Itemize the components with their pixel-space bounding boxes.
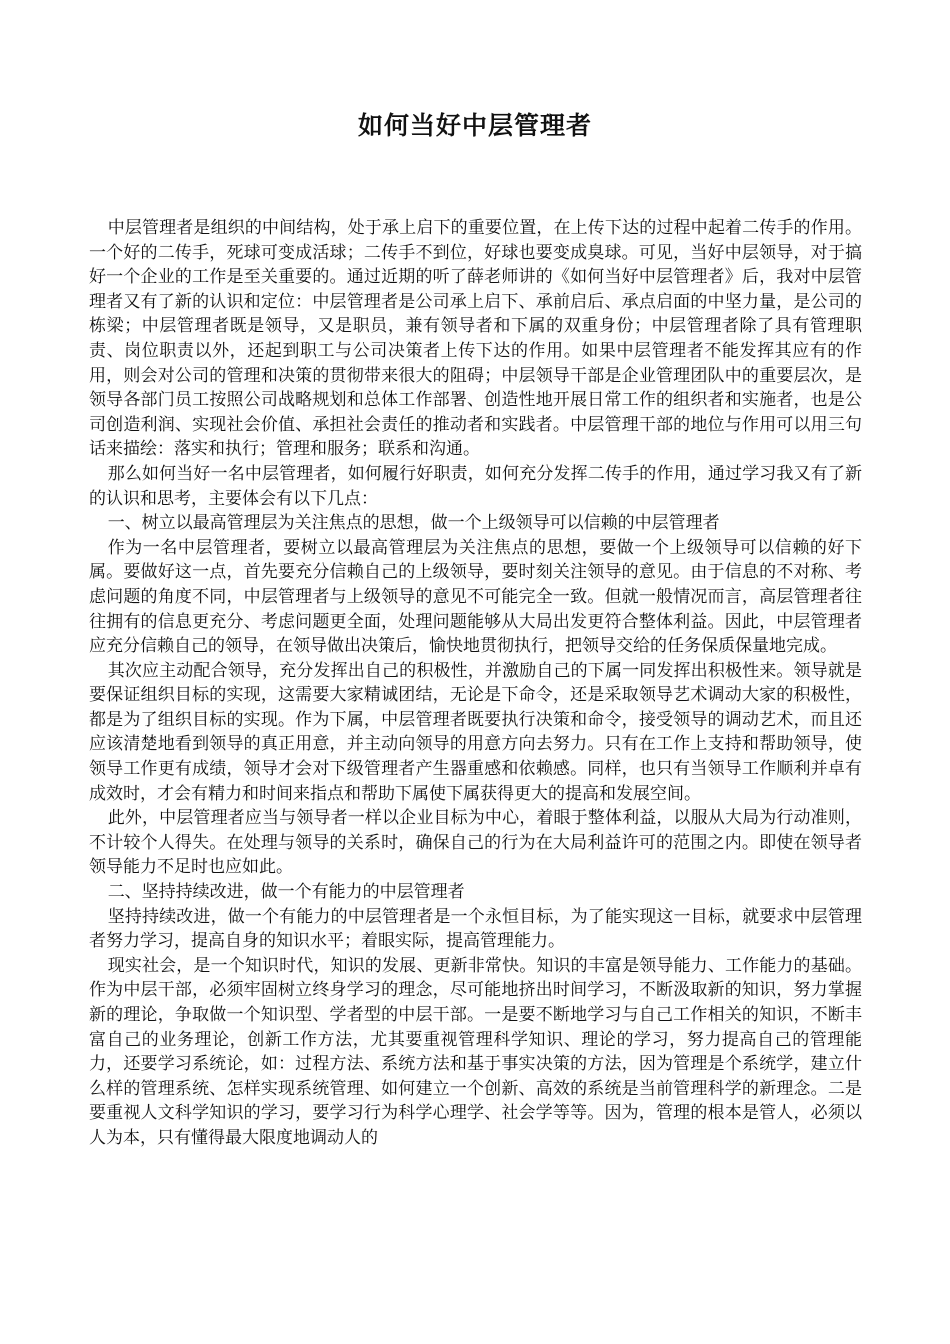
paragraph: 此外，中层管理者应当与领导者一样以企业目标为中心，着眼于整体利益，以服从大局为行动准则，不计较个人得失。在处理与领导的关系时，确保自己的行为在大局利益许可的范围之内。即使在领导者领导能力不足时也应如此。 <box>89 808 862 878</box>
section-heading-2: 二、坚持持续改进，做一个有能力的中层管理者 <box>107 882 465 903</box>
paragraph: 其次应主动配合领导，充分发挥出自己的积极性，并激励自己的下属一同发挥出积极性来。领导就是要保证组织目标的实现，这需要大家精诚团结，无论是下命令，还是采取领导艺术调动大家的积极性，都是为了组织目标的实现。作为下属，中层管理者既要执行决策和命令，接受领导的调动艺术，而且还应该清楚地看到领导的真正用意，并主动向领导的用意方向去努力。只有在工作上支持和帮助领导，使领导工作更有成绩，领导才会对下级管理者产生器重感和依赖感。同样，也只有当领导工作顺利并卓有成效时，才会有精力和时间来指点和帮助下属使下属获得更大的提高和发展空间。 <box>89 660 862 804</box>
paragraph-question: 那么如何当好一名中层管理者，如何履行好职责，如何充分发挥二传手的作用，通过学习我又有了新的认识和思考，主要体会有以下几点： <box>89 463 862 509</box>
paragraph: 坚持持续改进，做一个有能力的中层管理者是一个永恒目标，为了能实现这一目标，就要求中层管理者努力学习，提高自身的知识水平；着眼实际，提高管理能力。 <box>89 906 862 952</box>
document-title: 如何当好中层管理者 <box>357 111 592 140</box>
section-heading-1: 一、树立以最高管理层为关注焦点的思想，做一个上级领导可以信赖的中层管理者 <box>107 513 720 534</box>
paragraph: 现实社会，是一个知识时代，知识的发展、更新非常快。知识的丰富是领导能力、工作能力的基础。作为中层干部，必须牢固树立终身学习的理念，尽可能地挤出时间学习，不断汲取新的知识，努力掌握新的理论，争取做一个知识型、学者型的中层干部。一是要不断地学习与自己工作相关的知识，不断丰富自己的业务理论，创新工作方法，尤其要重视管理科学知识、理论的学习，努力提高自己的管理能力，还要学习系统论，如：过程方法、系统方法和基于事实决策的方法，因为管理是个系统学，建立什么样的管理系统、怎样实现系统管理、如何建立一个创新、高效的系统是当前管理科学的新理念。二是要重视人文科学知识的学习，要学习行为科学心理学、社会学等等。因为，管理的根本是管人，必须以人为本，只有懂得最大限度地调动人的 <box>89 955 862 1148</box>
paragraph-intro: 中层管理者是组织的中间结构，处于承上启下的重要位置，在上传下达的过程中起着二传手的作用。一个好的二传手，死球可变成活球；二传手不到位，好球也要变成臭球。可见，当好中层领导，对于搞好一个企业的工作是至关重要的。通过近期的听了薛老师讲的《如何当好中层管理者》后，我对中层管理者又有了新的认识和定位：中层管理者是公司承上启下、承前启后、承点启面的中坚力量，是公司的栋梁；中层管理者既是领导，又是职员，兼有领导者和下属的双重身份；中层管理者除了具有管理职责、岗位职责以外，还起到职工与公司决策者上传下达的作用。如果中层管理者不能发挥其应有的作用，则会对公司的管理和决策的贯彻带来很大的阻碍；中层领导干部是企业管理团队中的重要层次，是领导各部门员工按照公司战略规划和总体工作部署、创造性地开展日常工作的组织者和实施者，也是公司创造利润、实现社会价值、承担社会责任的推动者和实践者。中层管理干部的地位与作用可以用三句话来描绘：落实和执行；管理和服务；联系和沟通。 <box>89 218 862 460</box>
document-body <box>89 216 862 1151</box>
paragraph: 作为一名中层管理者，要树立以最高管理层为关注焦点的思想，要做一个上级领导可以信赖的好下属。要做好这一点，首先要充分信赖自己的上级领导，要时刻关注领导的意见。由于信息的不对称、考虑问题的角度不同，中层管理者与上级领导的意见不可能完全一致。但就一般情况而言，高层管理者往往拥有的信息更充分、考虑问题更全面，处理问题能够从大局出发更符合整体利益。因此，中层管理者应充分信赖自己的领导，在领导做出决策后，愉快地贯彻执行，把领导交给的任务保质保量地完成。 <box>89 537 862 657</box>
